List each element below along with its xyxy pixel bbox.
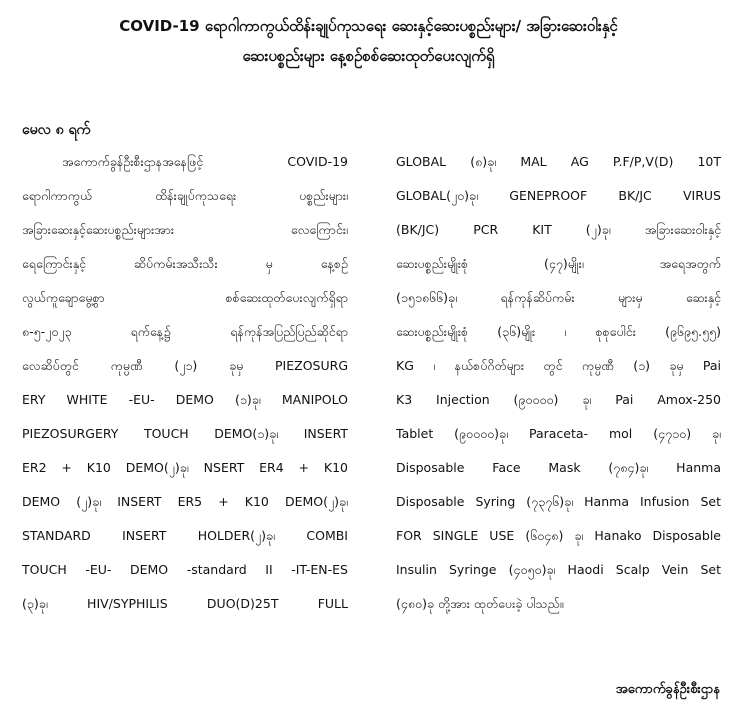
body-line: လွယ်ကူချောမွေ့စွာ စစ်ဆေးထုတ်ပေးလျက်ရှိရာ xyxy=(22,290,348,305)
body-line: ရောဂါကာကွယ် ထိန်းချုပ်ကုသရေး ပစ္စည်းများ၊ xyxy=(22,188,348,203)
body-line: (BK/JC) PCR KIT (၂)ခု၊ အခြားဆေးဝါးနှင့် xyxy=(396,222,721,237)
body-line: GLOBAL(၂၀)ခု၊ GENEPROOF BK/JC VIRUS xyxy=(396,188,721,203)
body-line: DEMO (၂)ခု၊ INSERT ER5 + K10 DEMO(၂)ခု၊ xyxy=(22,494,348,509)
body-line: K3 Injection (၉၀၀၀၀) ခု၊ Pai Amox-250 xyxy=(396,392,721,407)
body-line: Insulin Syringe (၄၀၅၀)ခု၊ Haodi Scalp Vein Set xyxy=(396,562,721,577)
body-line: (၃)ခု၊ HIV/SYPHILIS DUO(D)25T FULL xyxy=(22,596,348,611)
body-line: ဆေးပစ္စည်းမျိုးစုံ (၄၇)မျိုး၊ အရေအတွက် xyxy=(396,256,721,271)
dateline: မေလ ၈ ရက် xyxy=(22,122,91,138)
body-line: FOR SINGLE USE (၆၀၄၈) ခု၊ Hanako Disposable xyxy=(396,528,721,543)
article-column-right xyxy=(396,150,721,626)
body-line: (၄၈၀)ခု တို့အား ထုတ်ပေးခဲ့ ပါသည်။ xyxy=(396,596,564,611)
body-line: STANDARD INSERT HOLDER(၂)ခု၊ COMBI xyxy=(22,528,348,543)
body-line: အကောက်ခွန်ဦးစီးဌာနအနေဖြင့် COVID-19 xyxy=(62,154,348,169)
body-line: PIEZOSURGERY TOUCH DEMO(၁)ခု၊ INSERT xyxy=(22,426,348,441)
body-line: (၁၅၁၈၆၆)ခု၊ ရန်ကုန်ဆိပ်ကမ်း များမှ ဆေးနှင့် xyxy=(396,290,721,305)
body-line: လေဆိပ်တွင် ကုမ္ပဏီ (၂၁) ခုမှ PIEZOSURG xyxy=(22,358,348,373)
body-line: အခြားဆေးနှင့်ဆေးပစ္စည်းများအား လေကြောင်း၊ xyxy=(22,222,348,237)
headline-line-2: ဆေးပစ္စည်းများ နေ့စဉ်စစ်ဆေးထုတ်ပေးလျက်ရှိ xyxy=(242,47,495,65)
body-line: ဆေးပစ္စည်းမျိုးစုံ (၃၆)မျိုး ၊ စုစုပေါင်း (၉၆၉၅.၅၅) xyxy=(396,324,721,339)
signature-department: အကောက်ခွန်ဦးစီးဌာန xyxy=(615,682,720,697)
body-line: Tablet (၉၀၀၀၀)ခု၊ Paraceta- mol (၄၇၁၀) ခု၊ xyxy=(396,426,721,441)
body-line: Disposable Syring (၇၃၇၆)ခု၊ Hanma Infusion Set xyxy=(396,494,721,509)
body-line: ER2 + K10 DEMO(၂)ခု၊ NSERT ER4 + K10 xyxy=(22,460,348,475)
body-line: ERY WHITE -EU- DEMO (၁)ခု၊ MANIPOLO xyxy=(22,392,348,407)
body-line: GLOBAL (၈)ခု၊ MAL AG P.F/P,V(D) 10T xyxy=(396,154,721,169)
body-line: KG ၊ နယ်စပ်ဂိတ်များ တွင် ကုမ္ပဏီ (၁) ခုမှ Pai xyxy=(396,358,721,373)
body-line: ၈-၅-၂၀၂၃ ရက်နေ့၌ ရန်ကုန်အပြည်ပြည်ဆိုင်ရာ xyxy=(22,324,348,339)
headline-line-1: COVID-19 ရောဂါကာကွယ်ထိန်းချုပ်ကုသရေး ဆေးနှင့်ဆေးပစ္စည်းများ/ အခြားဆေးဝါးနှင့် xyxy=(119,17,618,35)
body-line: ရေကြောင်းနှင့် ဆိပ်ကမ်းအသီးသီး မှ နေ့စဉ် xyxy=(22,256,348,271)
body-line: Disposable Face Mask (၇၈၄)ခု၊ Hanma xyxy=(396,460,721,475)
article-column-left xyxy=(22,150,348,626)
body-line: TOUCH -EU- DEMO -standard II -IT-EN-ES xyxy=(22,562,348,577)
